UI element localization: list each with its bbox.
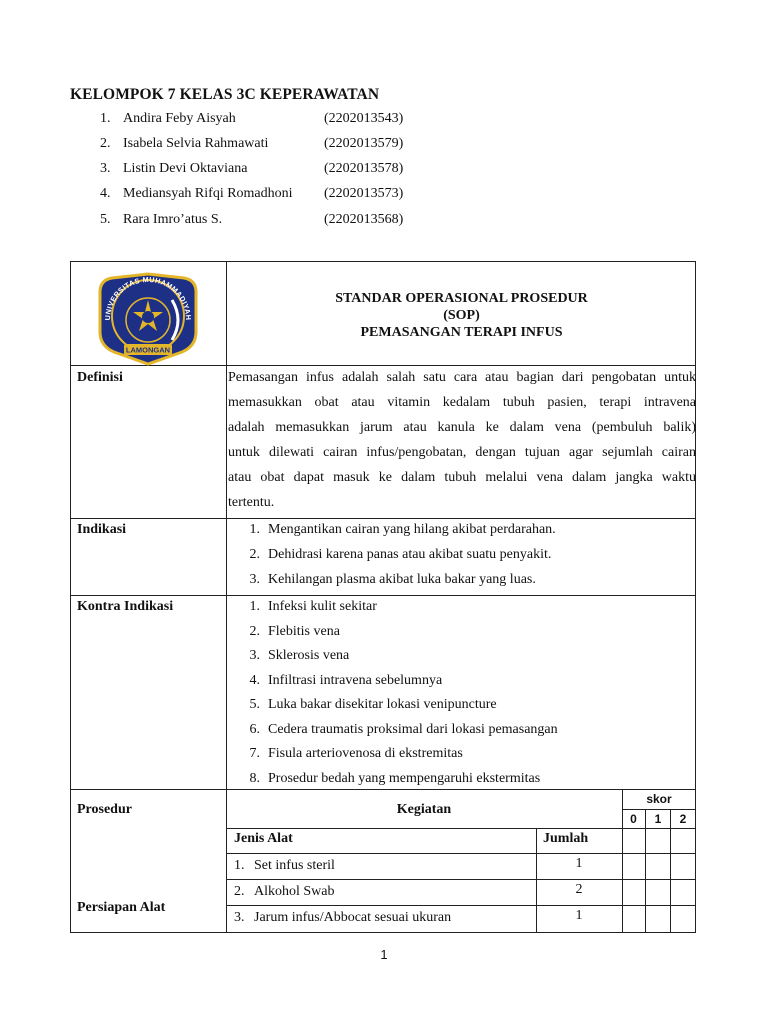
table-border: [70, 261, 696, 262]
definisi-text-line: tertentu.: [228, 495, 275, 510]
kontra-item-text: Luka bakar disekitar lokasi venipuncture: [268, 697, 497, 712]
member-nim: (2202013568): [324, 212, 404, 227]
sop-title-line: (SOP): [443, 308, 480, 323]
table-divider: [226, 853, 696, 854]
alat-row: [234, 884, 335, 900]
sop-title-line: STANDAR OPERASIONAL PROSEDUR: [335, 291, 588, 306]
alat-row: [234, 858, 335, 874]
persiapan-alat-label: Persiapan Alat: [77, 900, 166, 915]
table-divider: [670, 809, 671, 932]
indikasi-item-text: Kehilangan plasma akibat luka bakar yang luas.: [268, 572, 536, 587]
indikasi-item-text: Dehidrasi karena panas atau akibat suatu penyakit.: [268, 547, 552, 562]
skor-value: 2: [679, 812, 687, 826]
jumlah-header: Jumlah: [543, 831, 589, 846]
table-divider: [226, 261, 227, 933]
member-nim: (2202013579): [324, 136, 404, 151]
member-name: Listin Devi Oktaviana: [123, 161, 248, 176]
table-divider: [70, 595, 696, 596]
alat-number: 3.: [234, 910, 245, 925]
indikasi-item-text: Mengantikan cairan yang hilang akibat perdarahan.: [268, 522, 556, 537]
member-name: Mediansyah Rifqi Romadhoni: [123, 186, 293, 201]
kontra-item-text: Infeksi kulit sekitar: [268, 599, 377, 614]
table-divider: [622, 809, 696, 810]
definisi-label: Definisi: [77, 370, 123, 385]
logo-arc-text: UNIVERSITAS MUHAMMADIYAH: [102, 274, 194, 321]
page-number: 1: [380, 947, 388, 962]
alat-qty: 1: [575, 856, 583, 871]
alat-name: Alkohol Swab: [254, 884, 335, 899]
group-title: KELOMPOK 7 KELAS 3C KEPERAWATAN: [70, 86, 380, 103]
table-divider: [226, 905, 696, 906]
kontra-item-text: Cedera traumatis proksimal dari lokasi pemasangan: [268, 722, 558, 737]
skor-value: 1: [654, 812, 662, 826]
skor-value: 0: [630, 812, 637, 826]
kontra-item-text: Fisula arteriovenosa di ekstremitas: [268, 746, 463, 761]
definisi-text-line: atau obat dapat masuk ke dalam tubuh melalui vena dalam jangka waktu: [228, 470, 696, 485]
sop-title: [228, 290, 695, 341]
indikasi-label: Indikasi: [77, 522, 127, 537]
university-logo: [92, 270, 204, 366]
member-name: Isabela Selvia Rahmawati: [123, 136, 269, 151]
definisi-text-line: adalah memasukkan jarum atau kanula ke dalam vena (pembuluh balik): [228, 420, 696, 435]
alat-qty: 1: [575, 908, 583, 923]
table-divider: [622, 789, 623, 932]
kontra-item-text: Infiltrasi intravena sebelumnya: [268, 673, 443, 688]
table-divider: [226, 828, 696, 829]
member-number: 4.: [100, 186, 111, 201]
alat-number: 2.: [234, 884, 245, 899]
table-border: [70, 932, 696, 933]
jenis-alat-header: Jenis Alat: [234, 831, 293, 846]
member-number: 1.: [100, 111, 111, 126]
definisi-text-line: memasukkan obat atau vitamin kedalam tubuh pasien, terapi intravena: [228, 395, 696, 410]
kontra-item-text: Prosedur bedah yang mempengaruhi ekstermitas: [268, 771, 541, 786]
alat-number: 1.: [234, 858, 245, 873]
table-divider: [70, 518, 696, 519]
kontra-item-text: Flebitis vena: [268, 624, 340, 639]
skor-header: skor: [646, 792, 672, 806]
logo-bottom-text: LAMONGAN: [125, 345, 171, 355]
prosedur-label: Prosedur: [77, 802, 132, 817]
member-number: 5.: [100, 212, 111, 227]
alat-name: Set infus steril: [254, 858, 335, 873]
alat-name: Jarum infus/Abbocat sesuai ukuran: [254, 910, 452, 925]
member-nim: (2202013573): [324, 186, 404, 201]
sop-title-line: PEMASANGAN TERAPI INFUS: [360, 325, 563, 340]
kontra-item-text: Sklerosis vena: [268, 648, 350, 663]
table-divider: [645, 809, 646, 932]
table-divider: [70, 789, 696, 790]
member-number: 2.: [100, 136, 111, 151]
table-divider: [226, 879, 696, 880]
kegiatan-header: Kegiatan: [396, 802, 452, 817]
definisi-text-line: untuk dilewati cairan infus/pengobatan, dengan tujuan agar sejumlah cairan: [228, 445, 696, 460]
member-name: Andira Feby Aisyah: [123, 111, 236, 126]
member-number: 3.: [100, 161, 111, 176]
alat-row: [234, 910, 451, 926]
member-name: Rara Imro’atus S.: [123, 212, 223, 227]
member-nim: (2202013578): [324, 161, 404, 176]
table-border: [695, 261, 696, 933]
alat-qty: 2: [575, 882, 583, 897]
kontra-indikasi-label: Kontra Indikasi: [77, 599, 174, 614]
definisi-text-line: Pemasangan infus adalah salah satu cara atau bagian dari pengobatan untuk: [228, 370, 696, 385]
member-nim: (2202013543): [324, 111, 404, 126]
table-border: [70, 261, 71, 933]
